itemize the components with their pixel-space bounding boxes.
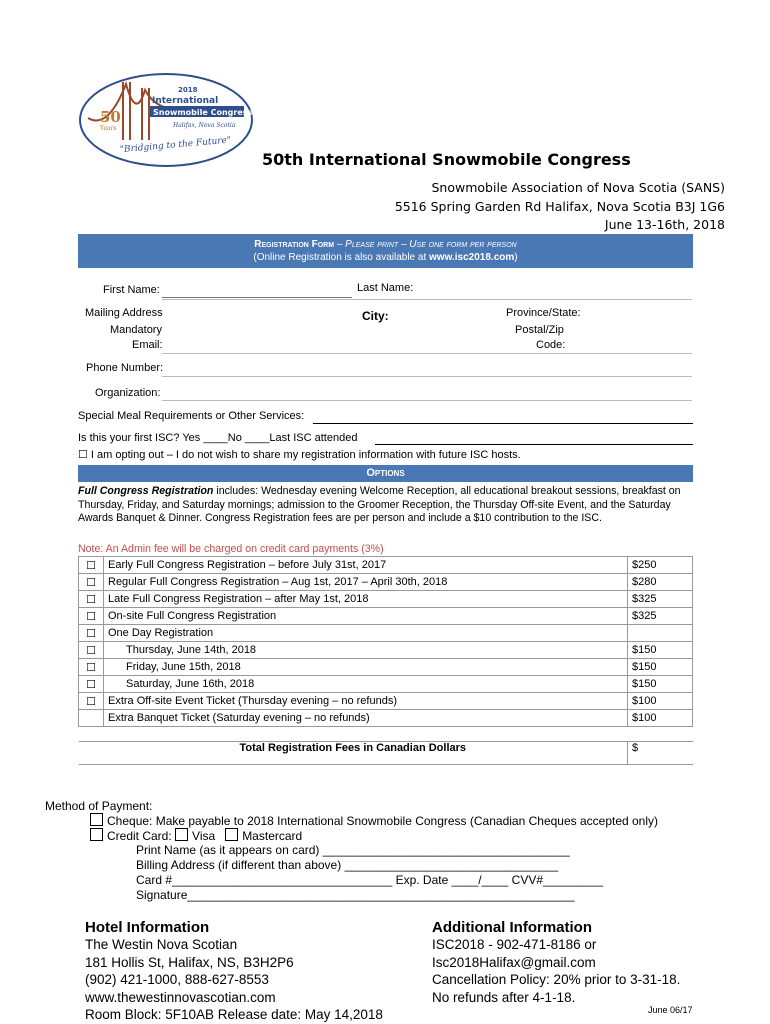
organization-label: Organization:	[95, 387, 161, 399]
option-price: $150	[628, 642, 693, 659]
option-price	[628, 625, 693, 642]
option-checkbox[interactable]: ☐	[79, 642, 104, 659]
address-input[interactable]	[162, 353, 692, 354]
billing-field[interactable]: Billing Address (if different than above) ________________________________	[136, 858, 559, 872]
option-label: Extra Banquet Ticket (Saturday evening – no refunds)	[104, 710, 628, 727]
option-checkbox[interactable]: ☐	[79, 693, 104, 710]
option-row	[79, 710, 693, 727]
hotel-line: Room Block: 5F10AB Release date: May 14,2018	[85, 1007, 383, 1022]
additional-section	[432, 919, 680, 1006]
mastercard-label: Mastercard	[242, 829, 303, 843]
print-name-field[interactable]: Print Name (as it appears on card) _____________________________________	[136, 843, 570, 857]
option-label: Late Full Congress Registration – after May 1st, 2018	[104, 591, 628, 608]
option-row	[79, 574, 693, 591]
meal-input[interactable]	[313, 423, 693, 424]
last-name-label: Last Name:	[357, 282, 414, 294]
additional-title: Additional Information	[432, 919, 592, 936]
option-checkbox[interactable]: ☐	[79, 591, 104, 608]
additional-line: Cancellation Policy: 20% prior to 3-31-18.	[432, 972, 681, 987]
payment-title: Method of Payment:	[45, 799, 153, 813]
option-price: $100	[628, 710, 693, 727]
option-label: Extra Off-site Event Ticket (Thursday evening – no refunds)	[104, 693, 628, 710]
event-dates: June 13-16th, 2018	[604, 217, 725, 232]
logo-year: 2018	[178, 86, 198, 94]
hotel-line: The Westin Nova Scotian	[85, 937, 238, 952]
org-address: 5516 Spring Garden Rd Halifax, Nova Scotia B3J 1G6	[394, 199, 725, 214]
last-isc-input[interactable]	[375, 444, 693, 445]
option-label: Friday, June 15th, 2018	[104, 659, 628, 676]
logo-50: 50	[100, 108, 121, 126]
phone-input[interactable]	[162, 376, 692, 377]
option-checkbox[interactable]: ☐	[79, 676, 104, 693]
option-checkbox[interactable]: ☐	[79, 574, 104, 591]
online-prefix: (Online Registration is also available at	[253, 252, 430, 263]
hotel-link[interactable]: www.thewestinnovascotian.com	[85, 989, 276, 1005]
logo-line2: Snowmobile Congress	[153, 108, 253, 117]
first-isc-label: Is this your first ISC? Yes ____No ____Last ISC attended	[78, 432, 358, 444]
registration-banner	[78, 234, 693, 268]
banner-subtitle: Please print – Use one form per person	[345, 239, 517, 250]
logo-location: Halifax, Nova Scotia	[173, 122, 236, 129]
cheque-checkbox[interactable]	[90, 813, 103, 826]
option-price: $325	[628, 608, 693, 625]
option-label: One Day Registration	[104, 625, 628, 642]
code-label: Code:	[536, 339, 566, 351]
online-suffix: )	[514, 252, 518, 263]
logo-years: Years	[100, 125, 117, 132]
option-checkbox[interactable]: ☐	[79, 608, 104, 625]
footer-date: June 06/17	[648, 1005, 693, 1015]
option-row	[79, 659, 693, 676]
additional-line: No refunds after 4-1-18.	[432, 989, 576, 1005]
hotel-line: 181 Hollis St, Halifax, NS, B3H2P6	[85, 954, 294, 970]
email-label: Email:	[132, 339, 163, 351]
credit-checkbox[interactable]	[90, 828, 103, 841]
page-title: 50th International Snowmobile Congress	[262, 150, 631, 169]
hotel-section	[85, 919, 383, 1024]
option-price: $100	[628, 693, 693, 710]
logo-slogan: "Bridging to the Future"	[119, 135, 232, 156]
card-field[interactable]: Card #_________________________________ Exp. Date ____/____ CVV#_________	[136, 873, 604, 887]
option-row	[79, 608, 693, 625]
logo-line1: International	[152, 96, 219, 106]
mailing-label: Mailing Address	[85, 307, 163, 319]
visa-checkbox[interactable]	[175, 828, 188, 841]
option-label: Saturday, June 16th, 2018	[104, 676, 628, 693]
postal-label: Postal/Zip	[515, 324, 564, 336]
options-title: Options	[366, 467, 405, 479]
option-row	[79, 557, 693, 574]
visa-label: Visa	[192, 829, 216, 843]
option-price: $280	[628, 574, 693, 591]
first-name-label: First Name:	[103, 284, 160, 296]
last-name-input[interactable]	[162, 299, 692, 300]
online-url[interactable]: www.isc2018.com	[429, 252, 515, 263]
additional-line: ISC2018 - 902-471-8186 or	[432, 937, 597, 952]
full-congress-description	[78, 485, 693, 526]
option-price: $250	[628, 557, 693, 574]
total-row	[79, 742, 693, 765]
cheque-label: Cheque: Make payable to 2018 International Snowmobile Congress (Canadian Cheques accepted only)	[107, 814, 659, 828]
option-checkbox	[79, 710, 104, 727]
option-checkbox[interactable]: ☐	[79, 557, 104, 574]
city-label: City:	[362, 309, 389, 323]
option-label: Regular Full Congress Registration – Aug 1st, 2017 – April 30th, 2018	[104, 574, 628, 591]
signature-field[interactable]: Signature__________________________________________________________	[136, 888, 575, 902]
option-row	[79, 676, 693, 693]
opt-out-checkbox[interactable]: ☐ I am opting out – I do not wish to share my registration information with future ISC hosts.	[78, 449, 521, 461]
banner-dash: –	[334, 239, 346, 250]
banner-title: Registration Form	[254, 239, 335, 250]
meal-label: Special Meal Requirements or Other Services:	[78, 410, 305, 422]
total-value[interactable]: $	[628, 742, 693, 765]
org-name: Snowmobile Association of Nova Scotia (SANS)	[431, 180, 725, 195]
full-congress-label: Full Congress Registration	[78, 485, 214, 497]
mandatory-label: Mandatory	[110, 324, 162, 336]
organization-input[interactable]	[162, 400, 692, 401]
option-price: $325	[628, 591, 693, 608]
option-row	[79, 591, 693, 608]
option-checkbox[interactable]: ☐	[79, 659, 104, 676]
mastercard-checkbox[interactable]	[225, 828, 238, 841]
total-label: Total Registration Fees in Canadian Dollars	[79, 742, 628, 765]
options-table	[78, 556, 693, 765]
full-congress-desc: includes: Wednesday evening Welcome Reception, all educational breakout sessions, breakfast on Thursday, Friday, and Saturday mornings; admission to the Groomer Reception, the Thursday Off-site Event, and the Saturday Awards Banquet & Dinner. Congress Registration fees are per person and include a $10 contribution to the ISC.	[78, 485, 681, 525]
option-row	[79, 625, 693, 642]
admin-fee-note: Note: An Admin fee will be charged on credit card payments (3%)	[78, 543, 384, 555]
option-label: Thursday, June 14th, 2018	[104, 642, 628, 659]
option-row	[79, 693, 693, 710]
province-label: Province/State:	[506, 307, 581, 319]
hotel-line: (902) 421-1000, 888-627-8553	[85, 972, 269, 987]
hotel-title: Hotel Information	[85, 919, 210, 936]
options-banner	[78, 465, 693, 482]
congress-logo	[78, 70, 258, 170]
option-row	[79, 642, 693, 659]
phone-label: Phone Number:	[86, 362, 164, 374]
option-price: $150	[628, 659, 693, 676]
additional-email[interactable]: Isc2018Halifax@gmail.com	[432, 954, 596, 970]
option-label: On-site Full Congress Registration	[104, 608, 628, 625]
credit-label: Credit Card:	[107, 829, 172, 843]
option-label: Early Full Congress Registration – before July 31st, 2017	[104, 557, 628, 574]
spacer-row	[79, 727, 693, 742]
first-name-input[interactable]	[162, 297, 352, 298]
option-price: $150	[628, 676, 693, 693]
option-checkbox[interactable]: ☐	[79, 625, 104, 642]
